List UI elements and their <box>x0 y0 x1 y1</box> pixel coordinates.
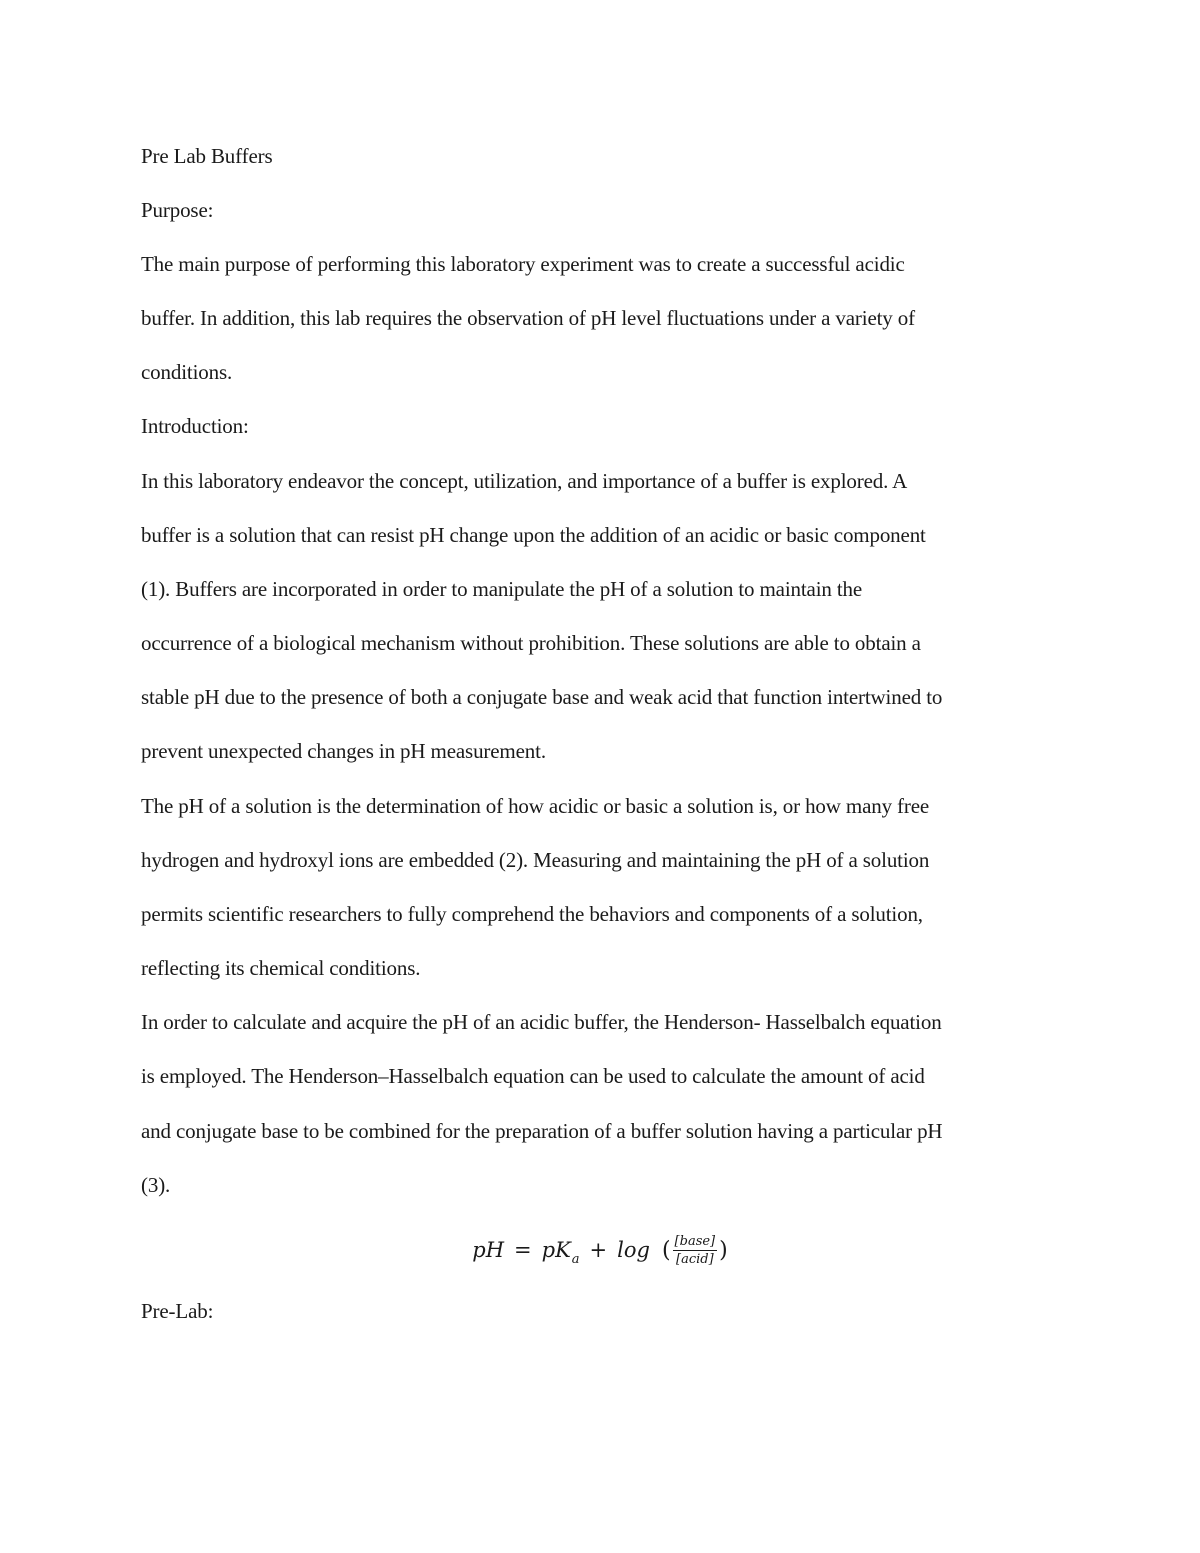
intro-line: In order to calculate and acquire the pH of an acidic buffer, the Henderson- Hasselbalch equation <box>141 1010 942 1034</box>
henderson-hasselbalch-equation <box>0 1228 1200 1272</box>
intro-line: buffer is a solution that can resist pH change upon the addition of an acidic or basic component <box>141 523 926 547</box>
intro-line: permits scientific researchers to fully comprehend the behaviors and components of a solution, <box>141 902 923 926</box>
prelab-heading: Pre-Lab: <box>141 1299 214 1323</box>
equation-pk: pK <box>541 1238 571 1262</box>
equation-equals: = <box>514 1238 532 1262</box>
introduction-heading: Introduction: <box>141 414 249 438</box>
document-title: Pre Lab Buffers <box>141 144 273 168</box>
purpose-heading: Purpose: <box>141 198 214 222</box>
intro-line: and conjugate base to be combined for the preparation of a buffer solution having a particular pH <box>141 1119 943 1143</box>
equation-fraction <box>673 1234 718 1267</box>
equation-open-paren: ( <box>661 1237 671 1263</box>
equation-log: log <box>617 1238 650 1262</box>
equation-denominator: [acid] <box>676 1251 714 1267</box>
intro-line: (1). Buffers are incorporated in order to manipulate the pH of a solution to maintain the <box>141 577 863 601</box>
equation-numerator: [base] <box>674 1233 716 1249</box>
purpose-line: buffer. In addition, this lab requires the observation of pH level fluctuations under a variety of <box>141 306 915 330</box>
intro-line: reflecting its chemical conditions. <box>141 956 421 980</box>
equation-lhs: pH <box>472 1238 505 1262</box>
intro-line: (3). <box>141 1173 171 1197</box>
equation-plus: + <box>589 1238 608 1262</box>
intro-line: is employed. The Henderson–Hasselbalch equation can be used to calculate the amount of acid <box>141 1064 925 1088</box>
intro-line: stable pH due to the presence of both a conjugate base and weak acid that function intertwined to <box>141 685 943 709</box>
purpose-line: The main purpose of performing this laboratory experiment was to create a successful acidic <box>141 252 905 276</box>
intro-line: In this laboratory endeavor the concept, utilization, and importance of a buffer is explored. A <box>141 469 908 493</box>
equation-pk-subscript: a <box>571 1251 580 1267</box>
intro-line: prevent unexpected changes in pH measurement. <box>141 739 546 763</box>
intro-line: hydrogen and hydroxyl ions are embedded (2). Measuring and maintaining the pH of a solution <box>141 848 930 872</box>
equation-close-paren: ) <box>719 1237 728 1263</box>
intro-line: The pH of a solution is the determination of how acidic or basic a solution is, or how many free <box>141 794 930 818</box>
intro-line: occurrence of a biological mechanism without prohibition. These solutions are able to obtain a <box>141 631 921 655</box>
purpose-line: conditions. <box>141 360 233 384</box>
